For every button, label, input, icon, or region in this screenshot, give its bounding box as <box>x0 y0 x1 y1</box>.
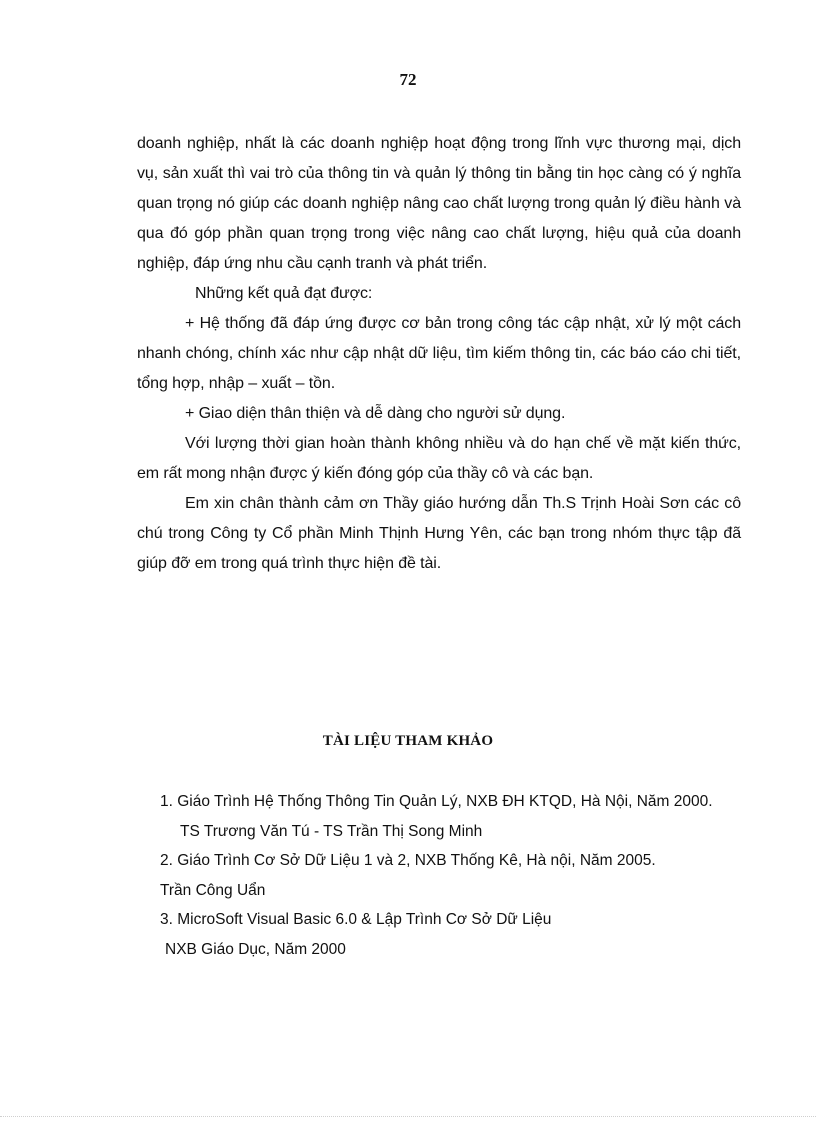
conclusion-body <box>137 129 741 579</box>
paragraph-result-interface: + Giao diện thân thiện và dễ dàng cho người sử dụng. <box>185 405 566 422</box>
reference-item: 1. Giáo Trình Hệ Thống Thông Tin Quản Lý, NXB ĐH KTQD, Hà Nội, Năm 2000. <box>160 793 713 810</box>
references-title: TÀI LIỆU THAM KHẢO <box>322 733 494 749</box>
paragraph-results-heading: Những kết quả đạt được: <box>195 285 373 302</box>
paragraph-limitations: Với lượng thời gian hoàn thành không nhiều và do hạn chế về mặt kiến thức, em rất mong nhận được ý kiến đóng góp của thầy cô và các bạn. <box>137 435 741 482</box>
reference-publisher: NXB Giáo Dục, Năm 2000 <box>165 940 346 958</box>
reference-authors: Trần Công Uẩn <box>160 881 266 899</box>
reference-item: 3. MicroSoft Visual Basic 6.0 & Lập Trình Cơ Sở Dữ Liệu <box>160 911 552 928</box>
page-bottom-divider <box>0 1116 816 1117</box>
reference-item: 2. Giáo Trình Cơ Sở Dữ Liệu 1 và 2, NXB Thống Kê, Hà nội, Năm 2005. <box>160 852 656 869</box>
references-list <box>160 787 744 964</box>
paragraph-result-system: + Hệ thống đã đáp ứng được cơ bản trong công tác cập nhật, xử lý một cách nhanh chóng, chính xác như cập nhật dữ liệu, tìm kiếm thông tin, các báo cáo chi tiết, tổng hợp, nhập – xuất – tồn. <box>137 315 741 392</box>
page-number: 72 <box>399 70 417 89</box>
paragraph-acknowledgement: Em xin chân thành cảm ơn Thầy giáo hướng dẫn Th.S Trịnh Hoài Sơn các cô chú trong Công ty Cổ phần Minh Thịnh Hưng Yên, các bạn trong nhóm thực tập đã giúp đỡ em trong quá trình thực hiện đề tài. <box>137 495 741 572</box>
paragraph-intro: doanh nghiệp, nhất là các doanh nghiệp hoạt động trong lĩnh vực thương mại, dịch vụ, sản xuất thì vai trò của thông tin và quản lý thông tin bằng tin học càng có ý nghĩa quan trọng nó giúp các doanh nghiệp nâng cao chất lượng trong quản lý điều hành và qua đó góp phần quan trọng trong việc nâng cao chất lượng, hiệu quả của doanh nghiệp, đáp ứng nhu cầu cạnh tranh và phát triển. <box>137 135 741 272</box>
reference-authors: TS Trương Văn Tú - TS Trần Thị Song Minh <box>180 822 483 840</box>
